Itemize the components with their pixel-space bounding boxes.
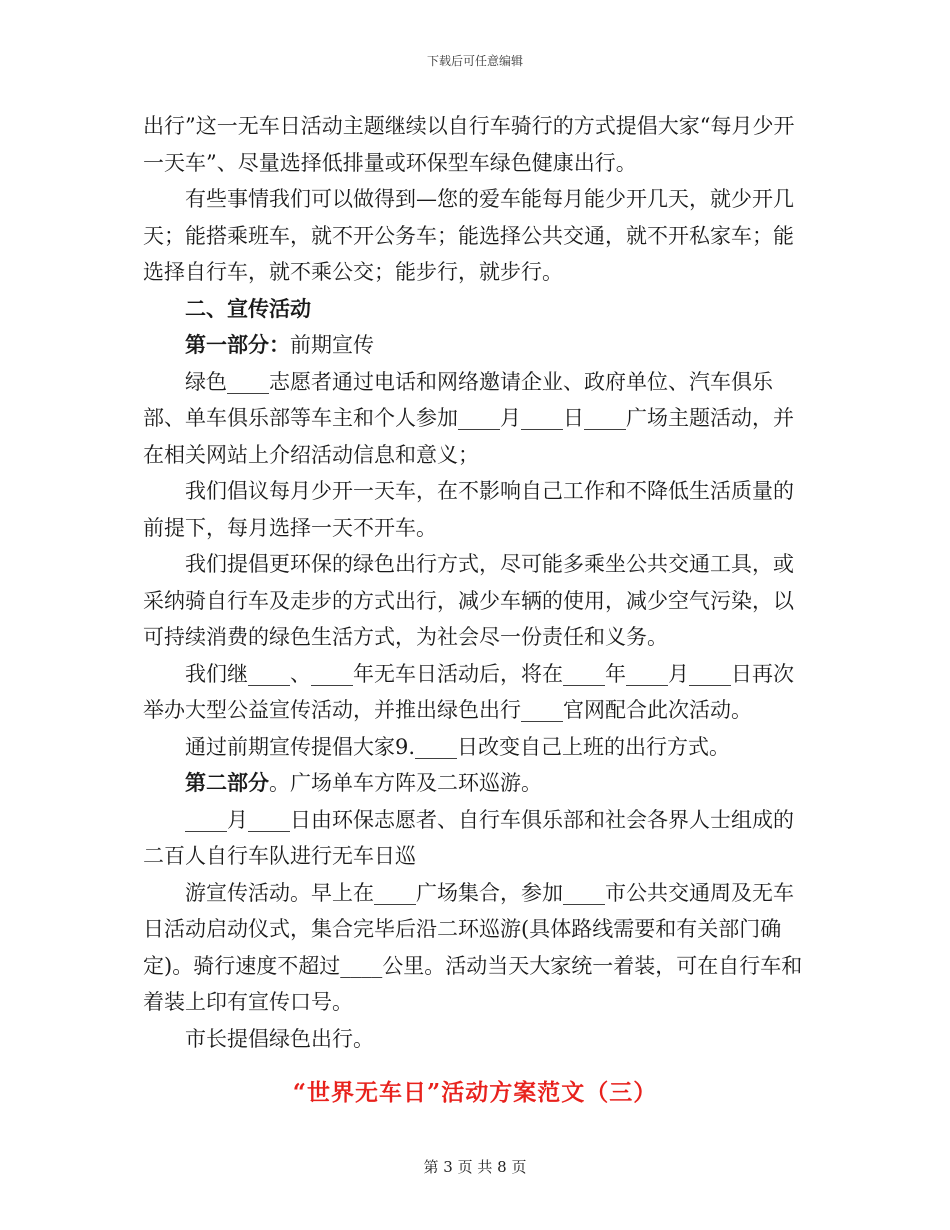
- part1-title: 前期宣传: [290, 333, 374, 357]
- paragraph: 通过前期宣传提倡大家9.____日改变自己上班的出行方式。: [185, 734, 731, 759]
- paragraph: 出行”这一无车日活动主题继续以自行车骑行的方式提倡大家“每月少开一天车”、尽量选择低排量或环保型车绿色健康出行。: [143, 114, 795, 175]
- part2-heading: [143, 765, 808, 802]
- section-heading: 二、宣传活动: [185, 295, 311, 321]
- page-header-note: 下载后可任意编辑: [426, 54, 523, 68]
- part2-title: 。广场单车方阵及二环巡游。: [269, 771, 542, 795]
- paragraph: 有些事情我们可以做得到—您的爱车能每月能少开几天，就少开几天；能搭乘班车，就不开公务车；能选择公共交通，就不开私家车；能选择自行车，就不乘公交；能步行，就步行。: [143, 187, 794, 284]
- part1-heading: [143, 327, 808, 364]
- paragraph: 市长提倡绿色出行。: [185, 1026, 374, 1051]
- paragraph: 我们继____、____年无车日活动后，将在____年____月____日再次举办大型公益宣传活动，并推出绿色出行____官网配合此次活动。: [143, 661, 794, 722]
- page-footer: 第 3 页 共 8 页: [423, 1158, 527, 1176]
- paragraph: ____月____日由环保志愿者、自行车俱乐部和社会各界人士组成的二百人自行车队进行无车日巡: [143, 807, 794, 868]
- paragraph: 我们倡议每月少开一天车，在不影响自己工作和不降低生活质量的前提下，每月选择一天不开车。: [143, 479, 794, 540]
- paragraph: 我们提倡更环保的绿色出行方式，尽可能多乘坐公共交通工具，或采纳骑自行车及走步的方式出行，减少车辆的使用，减少空气污染，以可持续消费的绿色生活方式，为社会尽一份责任和义务。: [143, 552, 794, 649]
- paragraph: 绿色____志愿者通过电话和网络邀请企业、政府单位、汽车俱乐部、单车俱乐部等车主和个人参加____月____日____广场主题活动，并在相关网站上介绍活动信息和意义；: [143, 369, 794, 467]
- next-section-title: “世界无车日”活动方案范文（三）: [292, 1079, 658, 1106]
- paragraph: 游宣传活动。早上在____广场集合，参加____市公共交通周及无车日活动启动仪式，集合完毕后沿二环巡游(具体路线需要和有关部门确定)。骑行速度不超过____公里。活动当天大家统一着装，可在自行车和着装上印有宣传口号。: [143, 880, 803, 1014]
- document-body: [143, 108, 808, 1057]
- part2-label: 第二部分: [185, 770, 269, 795]
- part1-label: 第一部分：: [185, 332, 290, 357]
